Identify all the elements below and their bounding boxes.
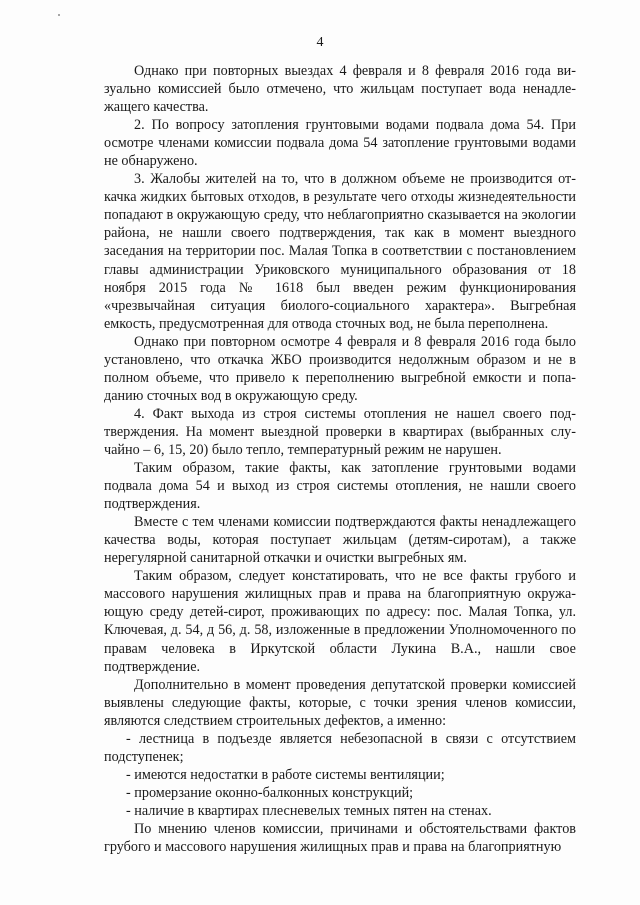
paragraph-water-quality: Однако при повторных выездах 4 февраля и 8 февраля 2016 года визуально комиссией было отмечено, что жильцам поступает вода ненадлежащего качества. xyxy=(104,63,576,116)
paragraph-summary-unconfirmed: Таким образом, такие факты, как затопление грунтовыми водами подвала дома 54 и выход из строя системы отопления, не нашли своего подтверждения. xyxy=(104,460,576,513)
paragraph-additional-findings: Дополнительно в момент проведения депутатской проверки комиссией выявлены следующие факты, которые, с точки зрения членов комиссии, являются следствием строительных дефектов, а именно: xyxy=(104,676,576,729)
paragraph-basement-flooding: 2. По вопросу затопления грунтовыми водами подвала дома 54. При осмотре членами комиссии подвала дома 54 затопление грунтовыми водами не обнаружено. xyxy=(104,117,576,170)
scan-speck xyxy=(58,14,60,16)
list-item: - лестница в подъезде является небезопасной в связи с отсутствием подступенек; xyxy=(104,730,576,765)
paragraph-confirmed-facts: Вместе с тем членами комиссии подтверждаются факты ненадлежащего качества воды, которая поступает жильцам (детям-сиротам), а также нерегулярной санитарной откачки и очистки выгребных ям. xyxy=(104,514,576,567)
paragraph-conclusion: Таким образом, следует констатировать, что не все факты грубого и массового нарушения жилищных прав и права на благоприятную окружающую среду детей-сирот, проживающих по адресу: пос. Малая Топка, ул. Ключевая, д. 54, д 56, д. 58, изложенные в предложении Уполномоченного по правам человека в Иркутской области Лукина В.А., нашли свое подтверждение. xyxy=(104,568,576,675)
list-item: - имеются недостатки в работе системы вентиляции; xyxy=(126,766,445,783)
paragraph-heating-system: 4. Факт выхода из строя системы отопления не нашел своего подтверждения. На момент выездной проверки в квартирах (выбранных случайно – 6, 15, 20) было тепло, температурный режим не нарушен. xyxy=(104,405,576,458)
paragraph-closing: По мнению членов комиссии, причинами и обстоятельствами фактов грубого и массового нарушения жилищных прав и права на благоприятную xyxy=(104,820,576,856)
list-item: - промерзание оконно-балконных конструкций; xyxy=(126,784,414,801)
document-body xyxy=(104,62,576,856)
list-item: - наличие в квартирах плесневелых темных пятен на стенах. xyxy=(126,802,492,819)
page-number: 4 xyxy=(316,35,324,50)
paragraph-repeat-inspection: Однако при повторном осмотре 4 февраля и 8 февраля 2016 года было установлено, что откачка ЖБО производится недолжным образом и не в полном объеме, что привело к переполнению выгребной емкости и попаданию сточных вод в окружающую среду. xyxy=(104,333,576,404)
paragraph-waste-pumping: 3. Жалобы жителей на то, что в должном объеме не производится откачка жидких бытовых отходов, в результате чего отходы жизнедеятельности попадают в окружающую среду, что неблагоприятно сказывается на экологии района, не нашли своего подтверждения, так как в момент выездного заседания на территории пос. Малая Топка в соответствии с постановлением главы администрации Уриковского муниципального образования от 18 ноября 2015 года № 1618 был введен режим функционирования «чрезвычайная ситуация биолого-социального характера». Выгребная емкость, предусмотренная для отвода сточных вод, не была переполнена. xyxy=(104,171,576,332)
